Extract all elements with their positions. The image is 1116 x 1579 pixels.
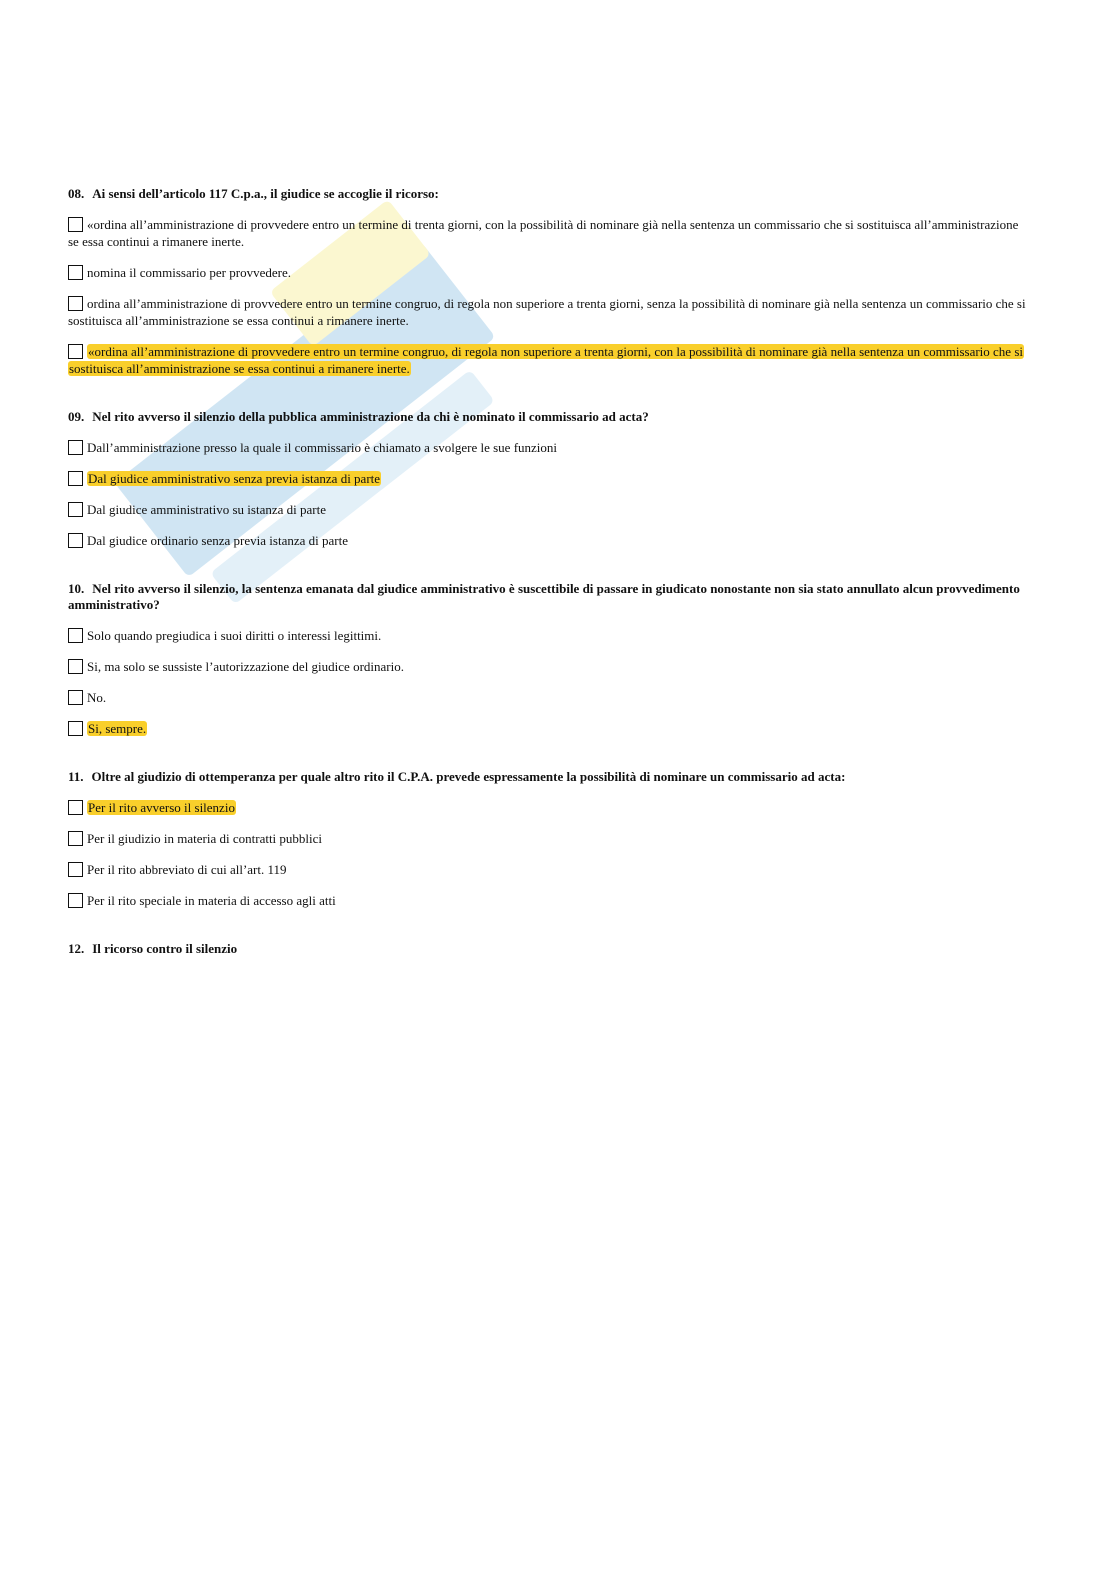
question-number: 09. xyxy=(68,409,85,424)
answer-option[interactable] xyxy=(68,343,1028,377)
answer-checkbox[interactable] xyxy=(68,659,83,674)
answer-label-highlighted: «ordina all’amministrazione di provvedere entro un termine congruo, di regola non superiore a trenta giorni, con la possibilità di nominare già nella sentenza un commissario che si sostituisca all’amministrazione se essa continui a rimanere inerte. xyxy=(69,344,1023,376)
answer-label: «ordina all’amministrazione di provvedere entro un termine di trenta giorni, con la possibilità di nominare già nella sentenza un commissario che si sostituisca all’amministrazione se essa continui a rimanere inerte. xyxy=(68,217,1019,249)
answer-option[interactable] xyxy=(68,720,1028,737)
question-number: 08. xyxy=(68,186,85,201)
answer-label: No. xyxy=(87,690,107,705)
question-title xyxy=(68,581,1028,613)
answer-option[interactable] xyxy=(68,830,1028,847)
question-title xyxy=(68,769,1028,785)
answer-label-highlighted: Dal giudice amministrativo senza previa istanza di parte xyxy=(88,471,381,486)
question-block xyxy=(68,186,1028,377)
question-text: Nel rito avverso il silenzio della pubblica amministrazione da chi è nominato il commissario ad acta? xyxy=(92,409,649,424)
answer-option[interactable] xyxy=(68,892,1028,909)
answer-checkbox[interactable] xyxy=(68,628,83,643)
answer-checkbox[interactable] xyxy=(68,800,83,815)
answer-label-highlighted: Si, sempre. xyxy=(88,721,147,736)
answer-label: nomina il commissario per provvedere. xyxy=(87,265,291,280)
answer-label: Dal giudice ordinario senza previa istanza di parte xyxy=(87,533,348,548)
answer-label: Dall’amministrazione presso la quale il commissario è chiamato a svolgere le sue funzioni xyxy=(87,440,558,455)
question-block xyxy=(68,941,1028,957)
question-text: Nel rito avverso il silenzio, la sentenza emanata dal giudice amministrativo è suscettibile di passare in giudicato nonostante non sia stato annullato alcun provvedimento amministrativo? xyxy=(68,581,1020,612)
answer-label: Per il rito speciale in materia di accesso agli atti xyxy=(87,893,336,908)
answer-checkbox[interactable] xyxy=(68,533,83,548)
answer-checkbox[interactable] xyxy=(68,862,83,877)
answer-option[interactable] xyxy=(68,216,1028,250)
answer-option[interactable] xyxy=(68,627,1028,644)
answer-checkbox[interactable] xyxy=(68,831,83,846)
answer-label: Per il giudizio in materia di contratti pubblici xyxy=(87,831,323,846)
document-page xyxy=(68,186,1028,971)
answer-option[interactable] xyxy=(68,689,1028,706)
answer-option[interactable] xyxy=(68,295,1028,329)
answer-checkbox[interactable] xyxy=(68,296,83,311)
answer-checkbox[interactable] xyxy=(68,471,83,486)
answer-checkbox[interactable] xyxy=(68,502,83,517)
answer-checkbox[interactable] xyxy=(68,265,83,280)
answer-label: ordina all’amministrazione di provvedere entro un termine congruo, di regola non superiore a trenta giorni, senza la possibilità di nominare già nella sentenza un commissario che si sostituisca all’amministrazione se essa continui a rimanere inerte. xyxy=(68,296,1026,328)
answer-label: Per il rito abbreviato di cui all’art. 119 xyxy=(87,862,287,877)
question-title xyxy=(68,941,1028,957)
answer-checkbox[interactable] xyxy=(68,721,83,736)
question-text: Oltre al giudizio di ottemperanza per quale altro rito il C.P.A. prevede espressamente la possibilità di nominare un commissario ad acta: xyxy=(91,769,846,784)
question-number: 12. xyxy=(68,941,85,956)
answer-label: Solo quando pregiudica i suoi diritti o interessi legittimi. xyxy=(87,628,382,643)
answer-option[interactable] xyxy=(68,658,1028,675)
answer-checkbox[interactable] xyxy=(68,893,83,908)
answer-option[interactable] xyxy=(68,501,1028,518)
question-title xyxy=(68,409,1028,425)
question-title xyxy=(68,186,1028,202)
answer-option[interactable] xyxy=(68,861,1028,878)
answer-checkbox[interactable] xyxy=(68,690,83,705)
answer-checkbox[interactable] xyxy=(68,440,83,455)
answer-option[interactable] xyxy=(68,439,1028,456)
answer-checkbox[interactable] xyxy=(68,217,83,232)
question-block xyxy=(68,769,1028,909)
answer-label: Dal giudice amministrativo su istanza di parte xyxy=(87,502,326,517)
answer-option[interactable] xyxy=(68,470,1028,487)
question-text: Ai sensi dell’articolo 117 C.p.a., il giudice se accoglie il ricorso: xyxy=(92,186,439,201)
question-number: 11. xyxy=(68,769,84,784)
answer-checkbox[interactable] xyxy=(68,344,83,359)
answer-label-highlighted: Per il rito avverso il silenzio xyxy=(88,800,235,815)
question-number: 10. xyxy=(68,581,85,596)
answer-option[interactable] xyxy=(68,799,1028,816)
question-block xyxy=(68,409,1028,549)
answer-option[interactable] xyxy=(68,532,1028,549)
answer-label: Si, ma solo se sussiste l’autorizzazione del giudice ordinario. xyxy=(87,659,404,674)
question-block xyxy=(68,581,1028,737)
question-text: Il ricorso contro il silenzio xyxy=(92,941,238,956)
answer-option[interactable] xyxy=(68,264,1028,281)
